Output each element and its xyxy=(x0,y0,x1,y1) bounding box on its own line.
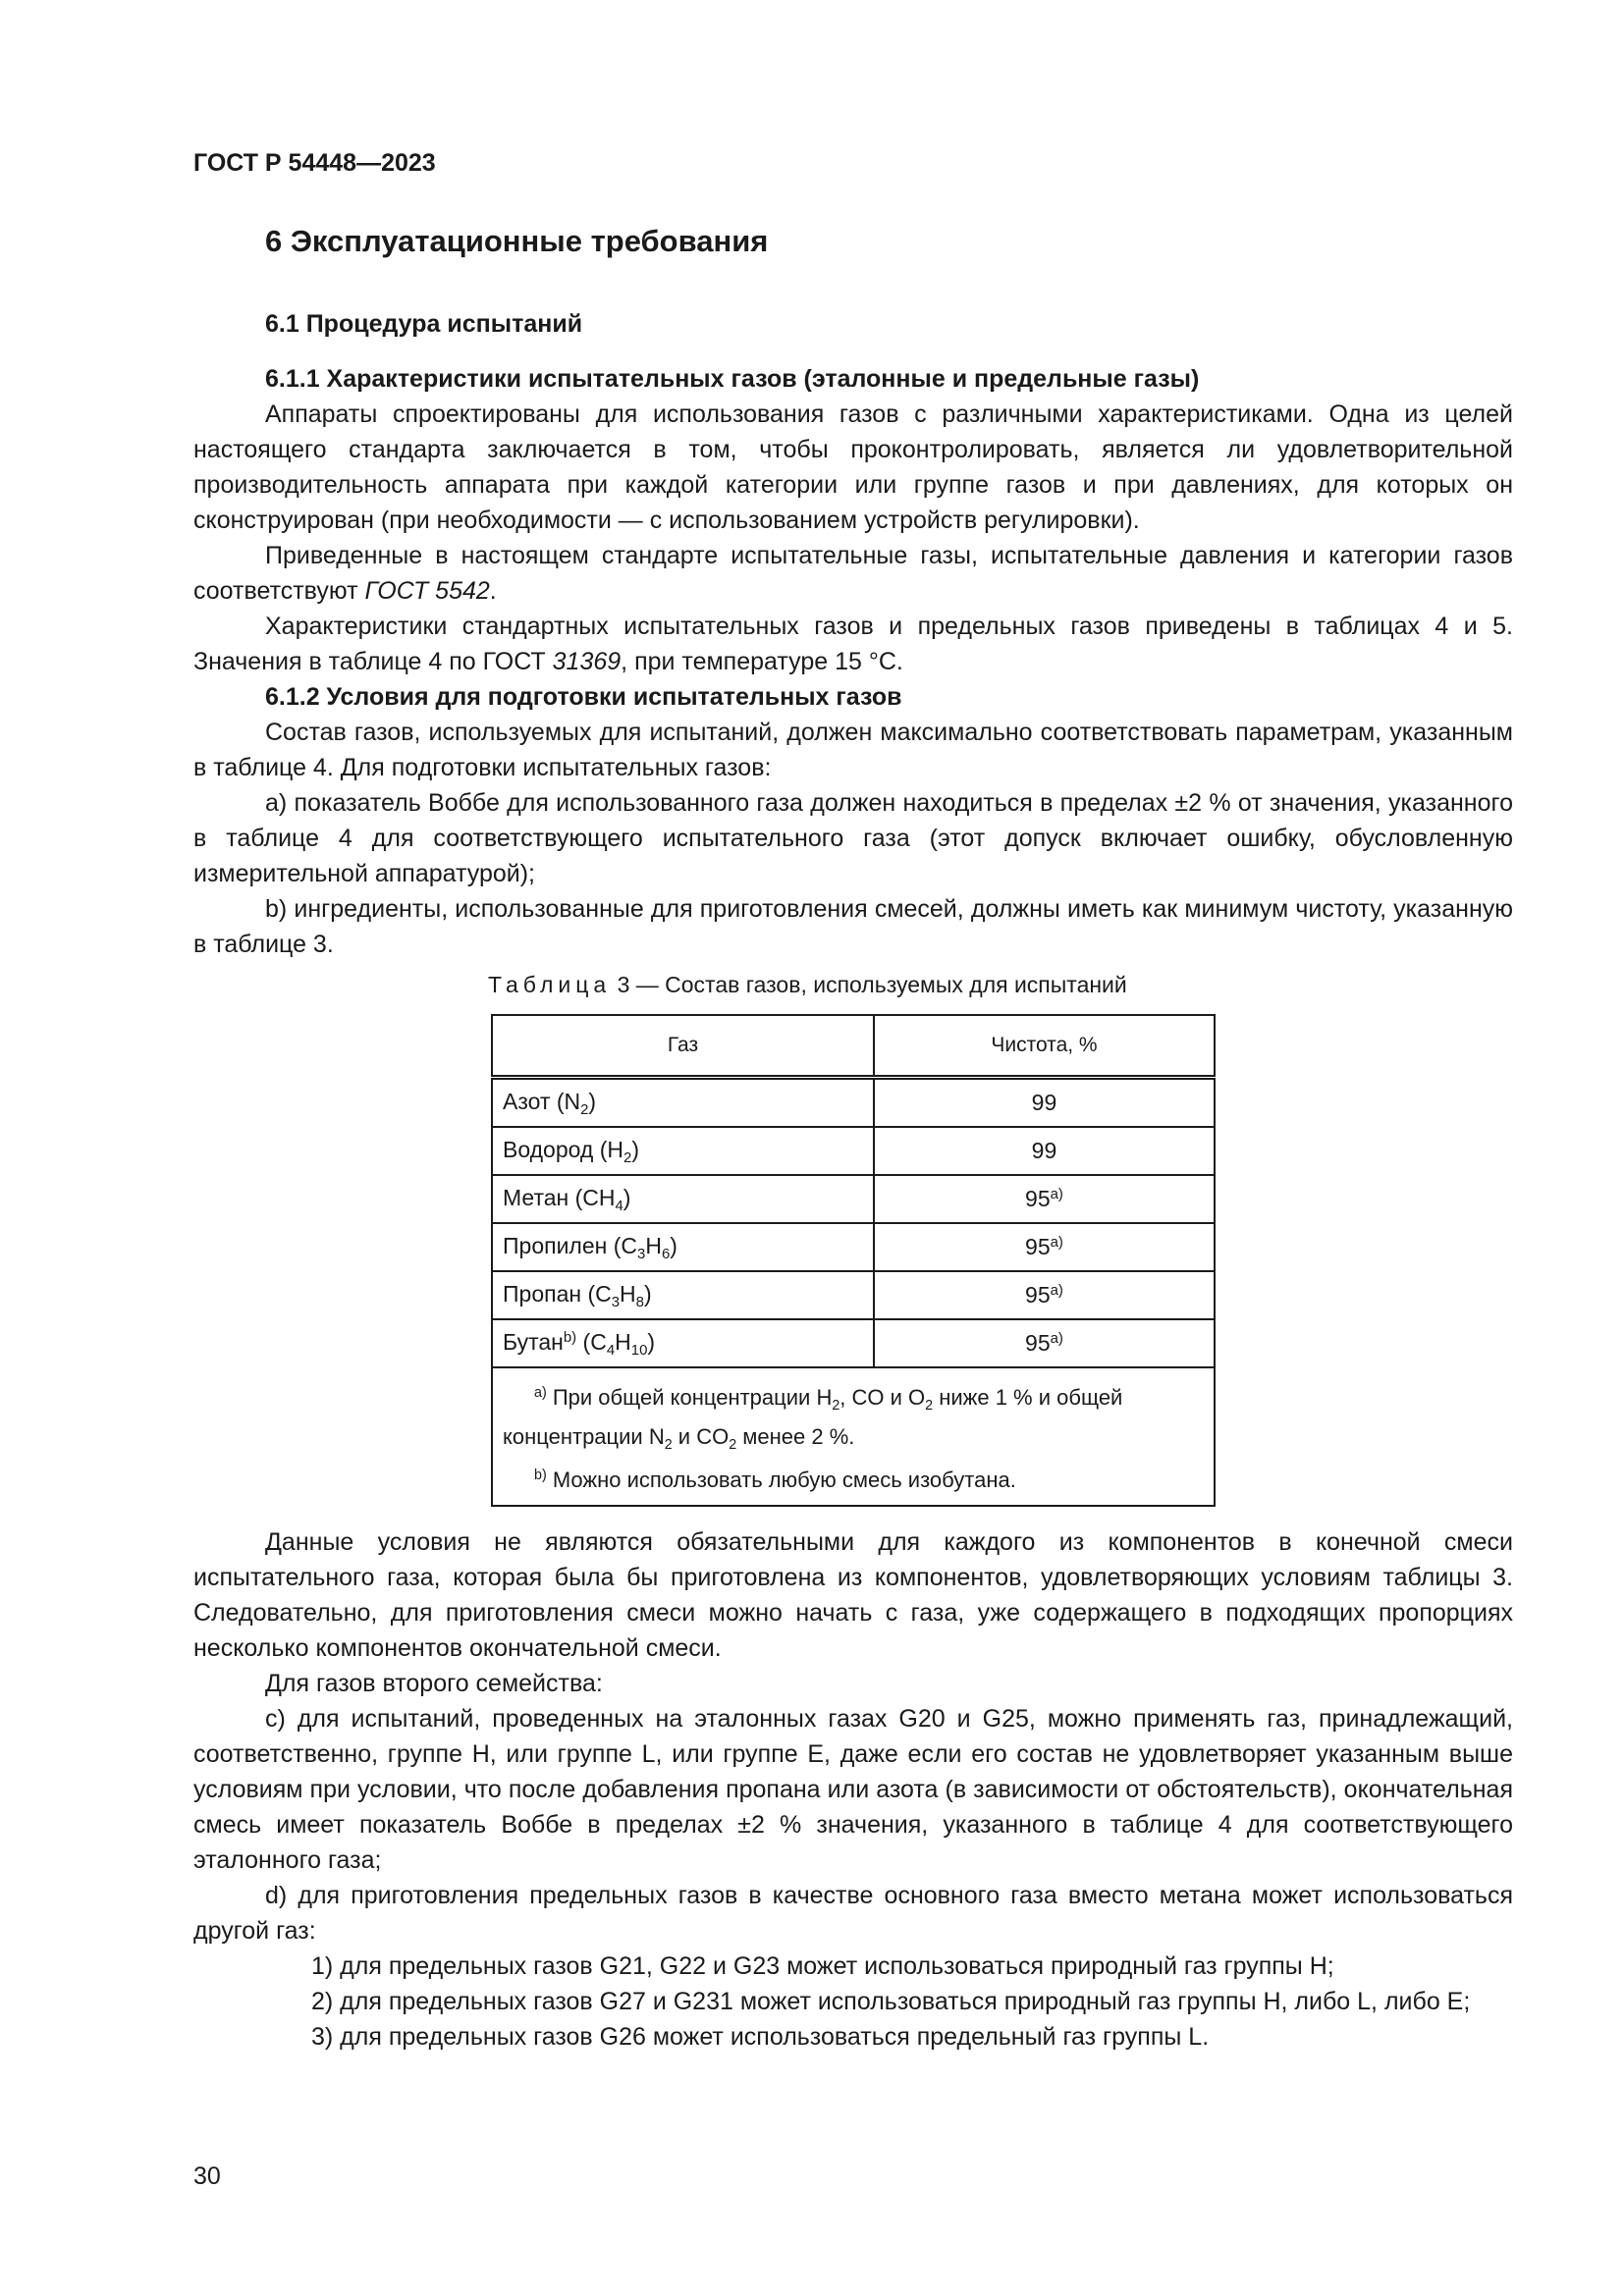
subsection-title-6-1: 6.1 Процедура испытаний xyxy=(265,310,583,338)
table-row: Водород $(H_2)$ 99 xyxy=(492,1127,1215,1175)
table-row: Пропан $(C_3H_8)$ 95$^{a)}$ xyxy=(492,1271,1215,1319)
paragraph: Состав газов, используемых для испытаний, должен максимально соответствовать параметрам, указанным в таблице 4. Для подготовки испытательных газов: xyxy=(193,719,1513,781)
list-item-d3: 3) для предельных газов G26 может использоваться предельный газ группы L. xyxy=(311,2023,1210,2051)
table-notes-row xyxy=(492,1367,1215,1506)
gas-purity-table xyxy=(491,1014,1216,1507)
footnote-a: $^{a)}$ При общей концентрации $H_2$, CO и $O_2$ ниже 1 % и общей концентрации $N_2$ и $CO_2$ менее 2 %. xyxy=(503,1385,1123,1453)
table-row: Азот $(N_2)$ 99 xyxy=(492,1078,1215,1128)
list-item-d2: 2) для предельных газов G27 и G231 может использоваться природный газ группы H, либо L, либо E; xyxy=(311,1988,1471,2015)
page-number: 30 xyxy=(193,2163,221,2190)
section-title: 6 Эксплуатационные требования xyxy=(265,224,769,258)
text-block-lower xyxy=(193,1524,1513,2055)
footnote-b: $^{b)}$ Можно использовать любую смесь изобутана. xyxy=(534,1468,1016,1492)
table-header-row xyxy=(492,1015,1215,1078)
list-item-d1: 1) для предельных газов G21, G22 и G23 может использоваться природный газ группы H; xyxy=(311,1952,1334,1980)
table-row: Метан $(CH_4)$ 95$^{a)}$ xyxy=(492,1175,1215,1223)
paragraph: Данные условия не являются обязательными для каждого из компонентов в конечной смеси испытательного газа, которая была бы приготовлена из компонентов, удовлетворяющих условиям таблицы 3. Следовательно, для приготовления смеси можно начать с газа, уже содержащего в подходящих пропорциях несколько компонентов окончательной смеси. xyxy=(193,1528,1513,1662)
paragraph: Характеристики стандартных испытательных газов и предельных газов приведены в таблицах 4 и 5. Значения в таблице 4 по ГОСТ 31369, при температуре 15 °C. xyxy=(193,613,1513,675)
subsection-title-6-1-1: 6.1.1 Характеристики испытательных газов (эталонные и предельные газы) xyxy=(265,365,1200,393)
paragraph: Аппараты спроектированы для использования газов с различными характеристиками. Одна из целей настоящего стандарта заключается в том, чтобы проконтролировать, является ли удовлетворительной производительность аппарата при каждой категории или группе газов и при давлениях, для которых он сконструирован (при необходимости — с использованием устройств регулировки). xyxy=(193,400,1513,534)
standard-reference: ГОСТ 5542 xyxy=(364,577,490,605)
standard-reference: 31369 xyxy=(552,648,622,675)
list-item-c: c) для испытаний, проведенных на эталонных газах G20 и G25, можно применять газ, принадлежащий, соответственно, группе H, или группе L, или группе E, даже если его состав не удовлетворяет указанным выше условиям при условии, что после добавления пропана или азота (в зависимости от обстоятельств), окончательная смесь имеет показатель Воббе в пределах ±2 % значения, указанного в таблице 4 для соответствующего эталонного газа; xyxy=(193,1705,1513,1874)
list-item-a: a) показатель Воббе для использованного газа должен находиться в пределах ±2 % от значения, указанного в таблице 4 для соответствующего испытательного газа (этот допуск включает ошибку, обусловленную измерительной аппаратурой); xyxy=(193,789,1513,887)
column-header-purity: Чистота, % xyxy=(874,1015,1215,1078)
list-item-d: d) для приготовления предельных газов в качестве основного газа вместо метана может использоваться другой газ: xyxy=(193,1882,1513,1945)
text-block-upper xyxy=(193,306,1513,962)
list-item-b: b) ингредиенты, использованные для приготовления смесей, должны иметь как минимум чистоту, указанную в таблице 3. xyxy=(193,895,1513,958)
subsection-title-6-1-2: 6.1.2 Условия для подготовки испытательных газов xyxy=(265,683,902,711)
column-header-gas: Газ xyxy=(492,1015,874,1078)
paragraph: Приведенные в настоящем стандарте испытательные газы, испытательные давления и категории газов соответствуют ГОСТ 5542. xyxy=(193,542,1513,605)
table-caption: Таблица 3 — Состав газов, используемых для испытаний xyxy=(488,972,1127,997)
table-row: Бутан$^{b)}$ $(C_4H_{10})$ 95$^{a)}$ xyxy=(492,1319,1215,1367)
table-footnotes xyxy=(492,1367,1215,1506)
table-row: Пропилен $(C_3H_6)$ 95$^{a)}$ xyxy=(492,1223,1215,1271)
paragraph: Для газов второго семейства: xyxy=(265,1670,603,1697)
document-header: ГОСТ Р 54448—2023 xyxy=(193,149,436,177)
